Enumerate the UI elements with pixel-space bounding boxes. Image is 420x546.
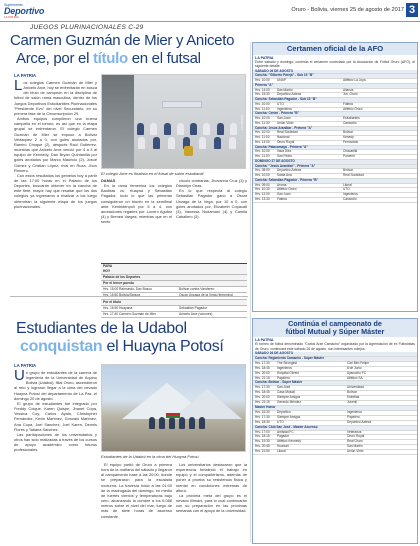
home-team: The Strongest [277,360,298,365]
home-team: Litoral [277,449,286,454]
story1-section-tag: LA PATRIA [14,73,37,78]
home-team: Deportivo Azteca [277,168,302,173]
schedule-section-header: Cancha: Regimiento Camacho - Súper Máster [253,357,417,362]
away-team: Real Sociedad [343,173,364,178]
afo-schedule-box [252,42,418,312]
match-time: Hrs. 17:30 [255,385,270,390]
schedule-section-header: Cancha: Cenim - Primera "B" [253,112,417,117]
away-team: Bolívar [343,168,353,173]
schedule-section-header: Primera "A" [253,84,417,89]
schedule-section-header: Cancha: Patacamaya - Primera "A" [253,146,417,151]
match-time: Hrs. 11:00 [255,106,270,111]
story1-headline-line2 [16,51,246,67]
story1-photo-caption: El colegio Arce es finalista en el futsal de salón estudiantil [101,171,204,176]
match-time: Hrs. 18:45 [255,390,270,395]
home-team: San Pedro [277,154,293,159]
match-time: Hrs. 10:00 [255,116,270,121]
home-team: Siempre Amigos [277,395,301,400]
table-row: Hrs. 17:40 Carmen Guzmán de Mier Aniceto Arce (varones) [101,312,247,318]
match-time: Hrs. 17:30 [255,414,270,419]
drop-cap: L [14,80,23,94]
story2-paragraph: El equipo partió de Oruro a primera hora de la mañana del sábado y llegaron al campamento base a las 20:00, donde se prepararon para la escalada nocturna. La travesía inició a las 01:00 de la madrugada del domingo, en medio de fuertes vientos y temperaturas bajo cero, alcanzando la cumbre a los 6.088 metros sobre el nivel del mar, luego de más de siete horas de ascenso constante. [101,462,172,519]
home-team: Santa Ana [277,173,292,178]
story1-paragraph: Ambos equipos cumplieron una buena campaña en el torneo, es así que en la etapa grupal se enfrentaron. El colegio Carmen Guzmán de Mier se impuso a Bolívar Velásquez 2 a 0, con goles anotados por, Ramiró Choque (2), después Raúl Gutiérrez, muestras que Aniceto Arce venció por 4 a 3 al equipo de Kennedy, Dan Bryan Quintanilla por goles anotados por Marco Mauricio (2), Josué Gómez y Cristian López, rival en Ruza, Jhon Romero. [14,116,97,173]
match-time: Hrs. 14:00 [255,139,270,144]
story1-paragraph: En lo que respecta al colegio Sebastián Pagador ganó a Oscar Unzaga de la Vega, por 10 a 0, con goles anotados por, Elizabeth Copacati (3), Vanessa Nodamani (4) y Camila Caballero (3). [176,188,247,220]
trophy-icon [184,146,193,156]
match-time: Hrs. 08:00 [255,168,270,173]
away-team: Universidad [347,385,364,390]
schedule-section-header: SÁBADO 26 DE AGOSTO [253,352,417,357]
away-team: Ferroviario [343,139,359,144]
home-team: Atlético Kennedy [277,439,301,444]
photo-credit: LA PATRIA [240,115,244,130]
story1-headline-highlight: título [92,50,128,67]
story2-headline-post: el Huayna Potosí [102,338,224,355]
away-team: Bolívar [343,130,353,135]
story1-paragraph: Con estos resultados los gemelos hoy a partir de las 17:00 horas en el Palacio de los Deportes, buscarán obtener en la cancha de este flete, mayor hay que resaltar que los dos colegios ya ingresaron a rivalizar a los luego obtendrán la siguiente etapa de los juegos plurinacionales. [14,172,97,209]
home-team: Fátima [277,196,287,201]
away-team: Kenedy [343,135,354,140]
match-time: Hrs. 11:30 [255,120,270,125]
away-team: Bolívar [347,390,357,395]
match-time: Hrs. 11:00 [255,135,270,140]
afo-schedule-list [253,70,417,203]
home-team: Ingenieros [277,365,292,370]
schedule-row [253,450,417,455]
match-time: Hrs. 18:45 [255,365,270,370]
schedule-section-header: Cancha: Club San José - Master Ascenso [253,426,417,431]
story2-column-2 [101,462,172,542]
away-team: Atlético Oruro [343,106,363,111]
logo-supertitle: Suplemento [4,3,23,7]
afo-box-intro: Entre sábado y domingo, continúa el certamen controlado por la Asociación de Fútbol Oruro (AFO), el siguiente detalle: [255,60,415,69]
away-team: Carl Ben Felipe [347,360,369,365]
story2-paragraph: Los universitarios destacaron que la experiencia fortaleció el trabajo en equipo y el compañerismo, además de poner a prueba su resistencia física y mental en condiciones extremas de altura. [176,462,247,493]
story1-photo [101,74,246,169]
table-header: PARA HOY [101,264,247,275]
story1-paragraph: En la rama femenina los colegios Bautista vs. Huayna y Sebastián Pagador, todo lo que las primeras consiguieron un triunfo en la semifinal ante Kenbidenpoll por 5 a 4, con anotaciones regarles por: Lucero Aguilar (4) y Brenea Vargas, mientras que en el sexto [101,183,172,225]
away-team: Porvenir [343,154,355,159]
away-team: Fátima [343,101,353,106]
match-time: Hrs. 19:30 [255,439,270,444]
away-team: Atlético SA [347,375,363,380]
match-time: Hrs. 18:15 [255,434,270,439]
home-team: Unión Vinto [277,120,294,125]
match-time: Hrs. 13:30 [255,196,270,201]
drop-cap: U [14,370,25,384]
away-team: Chacarilla [343,149,358,154]
home-team: Siempre Amigos [277,414,301,419]
away-team: Ingenieros [343,192,358,197]
column-divider [250,42,251,542]
away-team: Alianza [343,87,354,92]
story1-kicker: JUEGOS PLURINACIONALES C-29 [30,24,144,31]
masthead [0,0,420,22]
home-team: UTO [277,419,284,424]
away-team: Atlético La Joya [343,78,366,83]
section-divider [10,296,248,297]
schedule-section-header: SÁBADO 26 DE AGOSTO [253,70,417,75]
match-time: Hrs. 21:50 [255,449,270,454]
home-team: UTO [277,101,284,106]
home-team: Deportivo Azteca [277,92,302,97]
match-time: Hrs. 20:00 [255,395,270,400]
home-team: Amistad FC [277,429,294,434]
schedule-section-header: Cancha: Sebastián Pagador - Sub 15 "B" [253,98,417,103]
schedule-section-header: Cancha: Sebastián Pagador - Primera "B" [253,179,417,184]
away-team: San Martín [347,444,363,449]
story1-headline-pre: Arce, por el [16,50,93,67]
home-team: Papelero [277,375,290,380]
match-time: Hrs. 20:00 [255,370,270,375]
table-subheader: Por el título [101,300,247,306]
table-row: Hrs. 15:00 Raimundo, Dav Bosco Bolívar contra Vandereo [101,287,247,293]
story1-subhead: DAMAS [101,178,116,183]
match-time: Hrs. 17:30 [255,360,270,365]
flag-icon [166,413,180,418]
match-time: Hrs. 16:30 [255,409,270,414]
schedule-section-header: DOMINGO 27 DE AGOSTO [253,160,417,165]
mutual-box-title: Continúa el campeonato de fútbol Mutual y Súper Máster [253,319,417,337]
home-team: Gerardo Méndez [277,400,301,405]
home-team: Huanuni [277,444,289,449]
story2-headline-line1: Estudiantes de la Udabol [16,320,187,337]
afo-box-tag: LA PATRIA [255,56,274,60]
match-time: Hrs. 10:00 [255,149,270,154]
away-team: Ingenieros [347,409,362,414]
home-team: Real Sociedad [277,130,298,135]
story2-photo-caption: Estudiantes de la Udabol en la cima del Huayna Potosí [101,454,199,459]
away-team: Papelero [347,414,360,419]
mutual-schedule-box [252,318,418,544]
schedule-section-header: Cancha: "Jesús Aranibar" - Primera "A" [253,165,417,170]
schedule-section-header: Cancha: "Gilberto Pareja" - Sub 15 "B" [253,74,417,79]
away-team: UTO [343,187,350,192]
home-team: Vaca Diez [277,149,292,154]
home-team: San Juan [277,116,291,121]
schedule-section-header: Cancha: Jesús Aranibar - Primera "A" [253,127,417,132]
match-time: Hrs. 17:00 [255,429,270,434]
dateline: Oruro - Bolivia, viernes 25 de agosto de 2017 [291,7,404,13]
match-time: Hrs. 21:15 [255,400,270,405]
away-team: Juvenil [347,400,357,405]
story2-section-tag: LA PATRIA [14,363,37,368]
story2-headline-highlight: conquistan [20,338,103,355]
match-time: Hrs. 10:00 [255,173,270,178]
away-team: Veteranos [347,429,362,434]
match-time: Hrs. 11:00 [255,154,270,159]
home-team: Nacional [277,135,290,140]
afo-box-title: Certamen oficial de la AFO [253,43,417,55]
home-team: San Martín [277,87,293,92]
story1-paragraph: circulo contrarias, Jhovanna Cruz (3) y Dianelyn Ceas. [176,178,247,189]
home-team: Oruro Royal [277,139,295,144]
story1-column-2 [101,178,172,262]
story2-paragraph: Las participaciones de los universitarios y otros han sido realizadas a través de los cursos de apoyo académico como futuros profesionales. [14,431,97,453]
home-team: UNAP [277,78,286,83]
match-time: Hrs. 10:00 [255,130,270,135]
match-time: Hrs. 10:30 [255,187,270,192]
story1-column-3 [176,178,247,262]
away-team: Oruro Royal [347,434,365,439]
match-time: Hrs. 21:15 [255,375,270,380]
story2-photo [101,364,246,452]
story2-column-3 [176,462,247,542]
mutual-box-intro: El torneo de fútbol denominado "Carlos Arze Camacho" organizado por la Agremiación de ex Futbolistas de Oruro, continuará este sábado 26 de agosto, con interesantes cotejos. [255,342,415,351]
match-time: Hrs. 18:30 [255,419,270,424]
home-team: San Juan [277,192,291,197]
home-team: San José [277,385,291,390]
away-team: Deportivo Azteca [347,419,372,424]
story1-schedule-table [101,263,247,318]
away-team: Unión Vinto [347,449,364,454]
story1-column-1 [14,80,97,292]
story2-headline-line2 [20,338,250,355]
home-team: Deportivo [277,409,291,414]
table-subheader: Palacio de los Deportes [101,275,247,281]
away-team: Litoral [343,182,352,187]
story2-paragraph: El grupo de estudiantes fue integrado por Freddy Colque, Karen Quispe, Jhanet Copa, Yessica Coy, Carlos Ayala, Christopher Fernández, Kevin Martínez, Gonzalo Martínez, Ana Copa, Joel Sánchez, Joel Karen, Dennis Flores y Tatiana Sánchez. [14,400,97,432]
home-team: Aroma [277,182,287,187]
table-row: Hrs. 16:50 Huayana Sebastián Pagador [101,306,247,312]
home-team: Atlético Oruro [277,187,297,192]
story2-paragraph: La próxima meta del grupo es el nevado Illimani, para lo cual continuarán con su preparación en las próximas semanas con el apoyo de la universidad. [176,492,247,514]
story2-column-1 [14,370,97,542]
match-time: Hrs. 14:00 [255,87,270,92]
schedule-row [253,198,417,203]
match-time: Hrs. 15:30 [255,92,270,97]
home-team: Ingenieros [277,106,292,111]
story1-headline-line1: Carmen Guzmán de Mier y Aniceto [10,32,235,49]
away-team: Caracollo [343,196,357,201]
away-team: Real Oruro [347,439,363,444]
match-time: Hrs. 10:00 [255,78,270,83]
supplement-logo [4,3,56,18]
story2-paragraph: Un grupo de estudiantes de la carrera de Ingeniería de la Universidad de Aquino Bolivia (Udabol), filial Oruro, ascendieron al reto y lograron llegar a la cima del nevado Huayna Potosí del departamento de La Paz, el domingo 20 de agosto. [14,370,97,401]
away-team: 8 de Junio [347,365,362,370]
away-team: Caracollo [343,120,357,125]
schedule-section-header: Cancha: Bolívar - Súper Máster [253,381,417,386]
home-team: Hospital Obrero [277,370,300,375]
match-time: Hrs. 10:00 [255,101,270,106]
story1-paragraph: Los colegios Carmen Guzmán de Mier y Aniceto Arce, hoy se enfrentarán en busca del título de campeón en la disciplina de futbol de salón rama masculina, dentro de los Juegos Deportivos Estudiantiles Plurinacionales "Presidente Evo" del nivel Secundario, en su primera fase de la Circunscripción 29. [14,80,97,116]
away-team: Juv. Oruro [343,92,358,97]
logo-subtitle: LA PATRIA [4,15,19,19]
away-team: Estudiantes [343,116,360,121]
mutual-schedule-list [253,352,417,455]
page-number: 3 [406,3,418,17]
match-time: Hrs. 12:00 [255,192,270,197]
table-subheader: Por el tercer puesto [101,281,247,287]
home-team: Casa Mutual [277,390,295,395]
schedule-section-header: Master Honor [253,406,417,411]
mutual-box-tag: LA PATRIA [255,338,274,343]
away-team: Estrellas [347,395,360,400]
home-team: Pagador [277,434,290,439]
match-time: Hrs. 20:45 [255,444,270,449]
match-time: Hrs. 09:00 [255,182,270,187]
logo-title: Deportivo [4,6,45,16]
story1-headline-post: en el futsal [127,50,201,67]
away-team: Ayacucho FC [347,370,367,375]
